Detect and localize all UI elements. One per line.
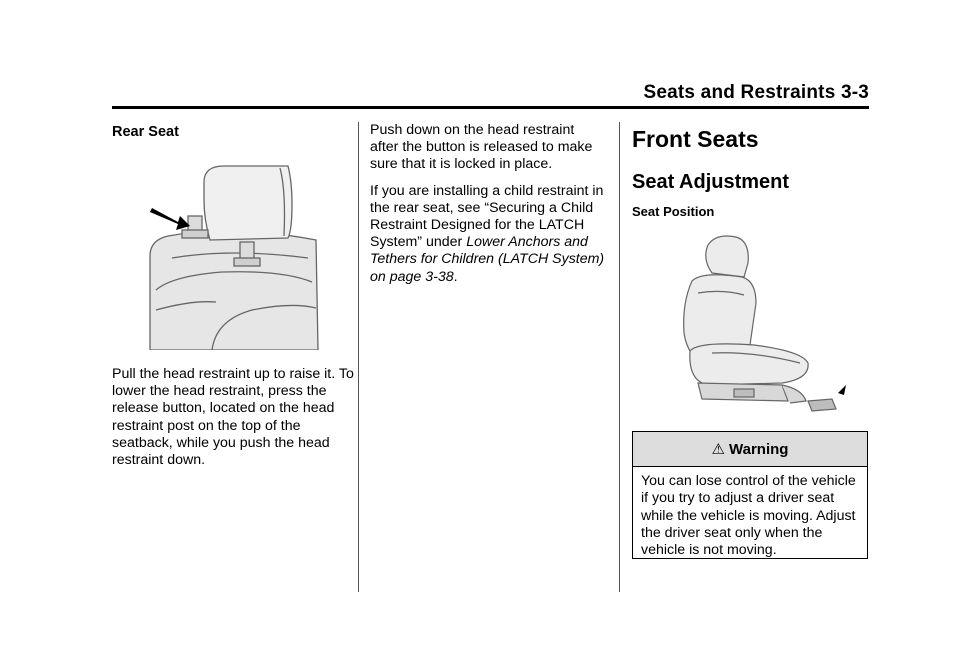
warning-box	[632, 431, 868, 559]
page-title: Seats and Restraints 3-3	[643, 82, 869, 103]
head-restraint-illustration	[112, 160, 356, 350]
column-2	[370, 122, 606, 286]
page-header	[112, 80, 869, 109]
child-restraint-text: If you are installing a child restraint in the rear seat, see “Securing a Child Restraint Designed for the LATCH System” under	[370, 182, 604, 251]
warning-title: Warning	[729, 440, 789, 458]
column-3	[632, 126, 870, 417]
rear-seat-paragraph: Pull the head restraint up to raise it. To lower the head restraint, press the release button, located on the head restraint post on the top of the seatback, while you push the head restraint down.	[112, 366, 354, 469]
column-divider	[619, 122, 620, 592]
push-down-paragraph: Push down on the head restraint after the button is released to make sure that it is locked in place.	[370, 122, 593, 173]
rear-seat-heading: Rear Seat	[112, 124, 179, 140]
section-title: Front Seats	[632, 126, 759, 152]
warning-text: You can lose control of the vehicle if you try to adjust a driver seat while the vehicle is moving. Adjust the driver seat only when the vehicle is not moving.	[641, 473, 856, 559]
column-1	[112, 124, 356, 469]
latch-reference-link[interactable]: Lower Anchors and Tethers for Children (LATCH System) on page 3-38	[370, 234, 605, 285]
arrow-icon	[150, 208, 190, 230]
seat-position-heading: Seat Position	[632, 204, 715, 219]
period-text: .	[453, 268, 458, 285]
column-divider	[358, 122, 359, 592]
child-restraint-paragraph	[370, 183, 606, 286]
warning-triangle-icon: ⚠	[711, 441, 725, 458]
subsection-title: Seat Adjustment	[632, 171, 790, 193]
front-seat-illustration	[632, 233, 870, 417]
arrow-icon	[838, 385, 846, 395]
warning-header	[633, 432, 867, 467]
